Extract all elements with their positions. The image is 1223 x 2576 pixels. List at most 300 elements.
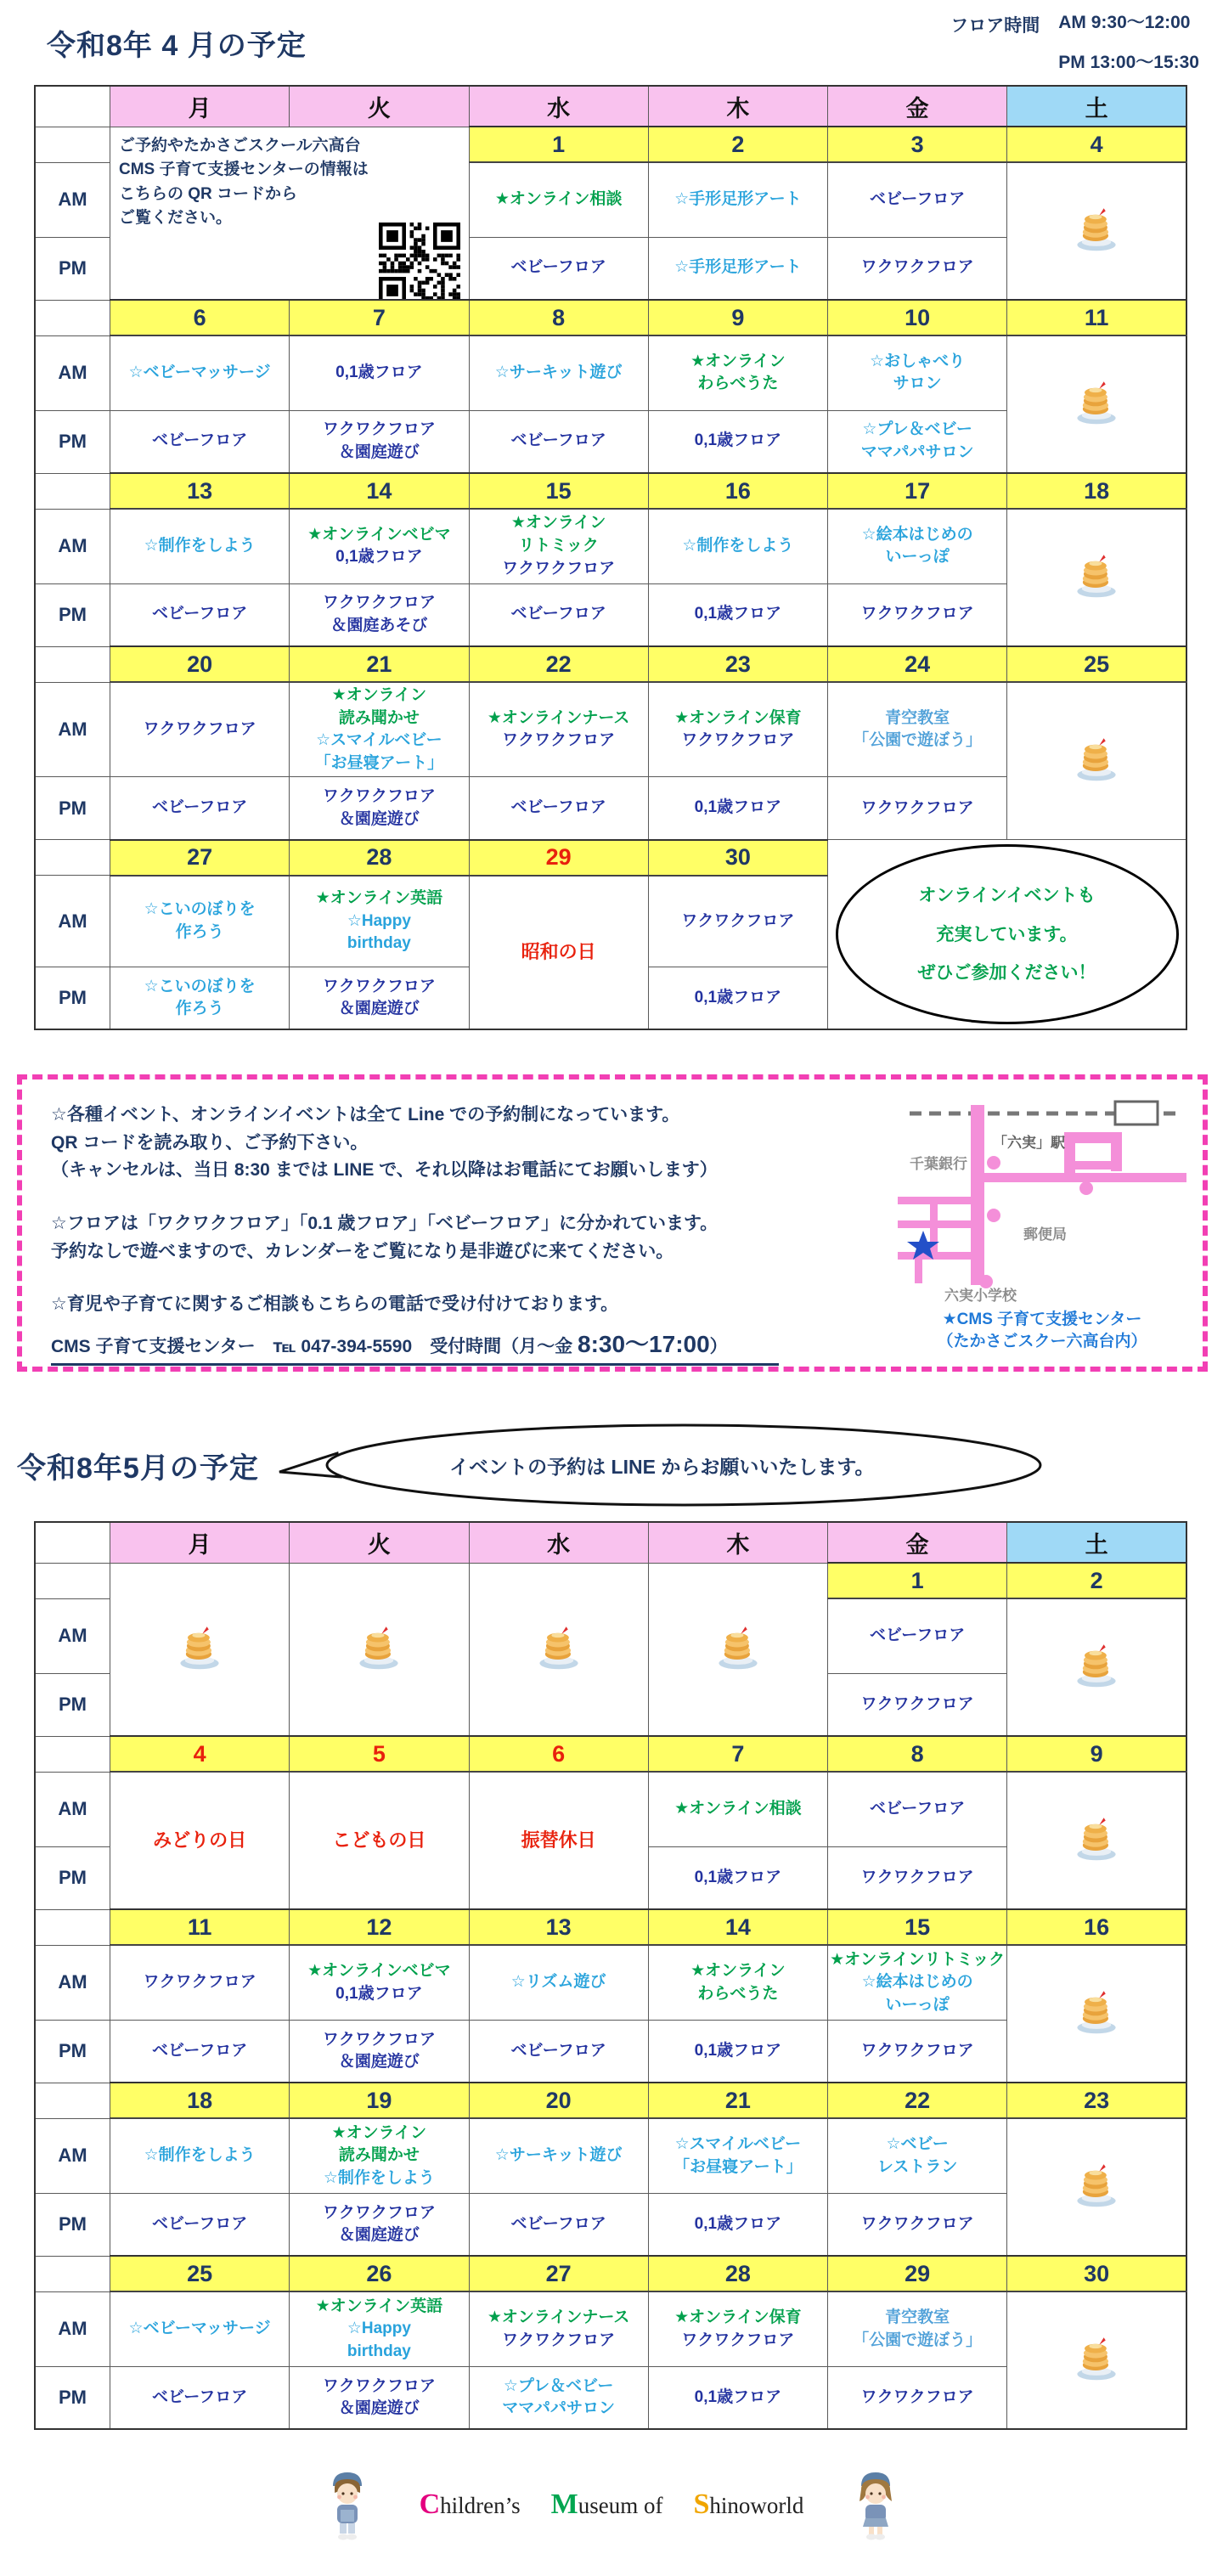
row-label: AM (35, 162, 110, 237)
row-label: PM (35, 2020, 110, 2083)
am-schedule-cell (290, 682, 469, 777)
pancake-icon (535, 1626, 583, 1670)
date-number: 20 (110, 646, 290, 682)
event-text: ☆プレ＆ベビー (830, 419, 1005, 442)
event-text: ＆園庭遊び (291, 998, 466, 1021)
day-header-6: 土 (1007, 1522, 1186, 1563)
event-text: ワクワクフロア (112, 719, 287, 741)
april-title: 令和8年 4 月の予定 (47, 30, 307, 62)
reservation-info-cell (110, 127, 470, 300)
date-number: 16 (648, 473, 827, 509)
notice-line: ☆フロアは「ワクワクフロア」「0.1 歳フロア」「ベビーフロア」に分かれています。 (51, 1210, 897, 1238)
event-text: 0,1歳フロア (651, 987, 826, 1010)
date-number: 15 (469, 473, 648, 509)
event-text: 0,1歳フロア (291, 546, 466, 569)
am-schedule-cell (469, 2118, 648, 2193)
event-text: ☆制作をしよう (291, 2167, 466, 2190)
row-label (35, 2256, 110, 2291)
row-label: AM (35, 1945, 110, 2020)
event-text: ★オンライン (291, 2122, 466, 2145)
notice-cell-line: こちらの QR コードから (119, 183, 464, 207)
event-text: ワクワクフロア (291, 2029, 466, 2052)
date-number: 7 (648, 1736, 827, 1772)
event-text: 読み聞かせ (291, 2145, 466, 2167)
event-text: ★オンライン保育 (651, 707, 826, 730)
pancake-icon (1073, 2163, 1120, 2207)
date-number: 30 (648, 840, 827, 876)
event-text: ☆Happy (291, 2318, 466, 2341)
notice-line: QR コードを読み取り、ご予約下さい。 (51, 1130, 897, 1158)
date-number: 21 (290, 646, 469, 682)
date-number: 9 (648, 300, 827, 335)
pm-schedule-cell (110, 2366, 290, 2429)
pm-schedule-cell (828, 2366, 1007, 2429)
row-label: AM (35, 682, 110, 777)
pm-schedule-cell (648, 2193, 827, 2256)
am-schedule-cell (469, 162, 648, 237)
oval-note-line: オンラインイベントも (918, 883, 1095, 908)
map-label-school: 六実小学校 (944, 1287, 1017, 1304)
event-text: リトミック (471, 535, 646, 558)
floor-time (950, 12, 1199, 73)
row-label (35, 127, 110, 162)
event-text: ★オンラインリトミック (830, 1949, 1005, 1972)
row-label: PM (35, 237, 110, 300)
online-events-oval (836, 844, 1179, 1024)
pm-schedule-cell (648, 583, 827, 646)
notice-line: ☆育児や子育てに関するご相談もこちらの電話で受け付けております。 (51, 1291, 897, 1319)
date-number: 13 (469, 1909, 648, 1945)
row-label: PM (35, 2193, 110, 2256)
event-text: ベビーフロア (112, 2387, 287, 2410)
event-text: ☆サーキット遊び (471, 2145, 646, 2167)
closed-day-cell (1007, 2118, 1186, 2256)
am-schedule-cell (469, 2291, 648, 2366)
event-text: 「お昼寝アート」 (291, 753, 466, 775)
event-text: ☆ベビーマッサージ (112, 2318, 287, 2341)
pm-schedule-cell (648, 410, 827, 473)
event-text: ベビーフロア (112, 2213, 287, 2236)
notice-line: （キャンセルは、当日 8:30 までは LINE で、それ以降はお電話にてお願いします） (51, 1157, 897, 1185)
event-text: ★オンライン (471, 512, 646, 535)
am-schedule-cell (828, 2118, 1007, 2193)
pm-schedule-cell (469, 410, 648, 473)
date-number: 19 (290, 2083, 469, 2118)
pm-schedule-cell (828, 583, 1007, 646)
event-text: ★オンラインベビマ (291, 1960, 466, 1983)
date-number: 28 (290, 840, 469, 876)
date-number: 29 (828, 2256, 1007, 2291)
row-label: PM (35, 777, 110, 840)
am-schedule-cell (828, 509, 1007, 583)
event-text: 「お昼寝アート」 (651, 2156, 826, 2179)
date-number: 2 (1007, 1563, 1186, 1598)
roads (898, 1105, 1186, 1288)
online-events-note-cell (828, 840, 1187, 1030)
am-schedule-cell (648, 2291, 827, 2366)
pm-schedule-cell (110, 583, 290, 646)
event-text: ベビーフロア (112, 603, 287, 626)
pm-schedule-cell (469, 2366, 648, 2429)
event-text: ベビーフロア (471, 430, 646, 453)
am-schedule-cell (290, 876, 469, 967)
date-number: 2 (648, 127, 827, 162)
event-text: ★オンライン保育 (651, 2307, 826, 2330)
am-schedule-cell (110, 1945, 290, 2020)
date-number: 25 (1007, 646, 1186, 682)
logo-cap-s: S (693, 2489, 709, 2520)
notice-box (17, 1074, 1208, 1372)
row-label (35, 1736, 110, 1772)
event-text: サロン (830, 373, 1005, 396)
pancake-icon (1073, 1990, 1120, 2034)
row-label: AM (35, 2118, 110, 2193)
event-text: ☆サーキット遊び (471, 362, 646, 385)
event-text: ★オンライン英語 (291, 2296, 466, 2319)
map-label-station: 「六実」駅 (993, 1134, 1065, 1151)
event-text: 0,1歳フロア (651, 430, 826, 453)
date-number: 21 (648, 2083, 827, 2118)
date-number: 8 (828, 1736, 1007, 1772)
event-text: ワクワクフロア (112, 1971, 287, 1994)
pm-schedule-cell (469, 583, 648, 646)
pancake-icon (1073, 207, 1120, 251)
event-text: ★オンラインナース (471, 2307, 646, 2330)
event-text: レストラン (830, 2156, 1005, 2179)
event-text: ワクワクフロア (291, 592, 466, 615)
am-schedule-cell (110, 509, 290, 583)
day-header-2: 火 (290, 86, 469, 127)
event-text: ☆手形足形アート (651, 256, 826, 279)
event-text: ★オンライン英語 (291, 888, 466, 910)
pm-schedule-cell (290, 967, 469, 1029)
event-text: ママパパサロン (830, 442, 1005, 465)
qr-code (379, 223, 460, 301)
event-text: ☆こいのぼりを (112, 899, 287, 922)
day-header-2: 火 (290, 1522, 469, 1563)
event-text: ワクワクフロア (291, 2202, 466, 2225)
event-text: ベビーフロア (112, 2040, 287, 2063)
event-text: ☆制作をしよう (651, 535, 826, 558)
event-text: ワクワクフロア (651, 2330, 826, 2353)
map-graphic (898, 1088, 1186, 1305)
event-text: ワクワクフロア (830, 798, 1005, 820)
boy-illustration-icon (326, 2467, 369, 2542)
date-number: 24 (828, 646, 1007, 682)
event-text: ベビーフロア (471, 603, 646, 626)
date-number: 4 (1007, 127, 1186, 162)
footer-logo (0, 2467, 1223, 2576)
closed-day-cell (1007, 162, 1186, 300)
event-text: ワクワクフロア (830, 2387, 1005, 2410)
event-text: ワクワクフロア (830, 2213, 1005, 2236)
pm-schedule-cell (110, 2193, 290, 2256)
station-marker (1115, 1102, 1158, 1125)
am-schedule-cell (290, 509, 469, 583)
event-text: ベビーフロア (830, 189, 1005, 211)
am-schedule-cell (648, 1772, 827, 1846)
row-label: AM (35, 509, 110, 583)
event-text: birthday (291, 933, 466, 955)
am-schedule-cell (828, 1598, 1007, 1673)
girl-illustration-icon (854, 2467, 897, 2542)
row-label (35, 300, 110, 335)
closed-day-cell (648, 1563, 827, 1736)
pm-schedule-cell (110, 967, 290, 1029)
april-calendar (34, 85, 1187, 1030)
date-number: 1 (828, 1563, 1007, 1598)
row-label-corner (35, 86, 110, 127)
date-number: 5 (290, 1736, 469, 1772)
event-text: ☆ベビーマッサージ (112, 362, 287, 385)
event-text: ベビーフロア (471, 797, 646, 820)
event-text: ★オンライン (291, 685, 466, 707)
pm-schedule-cell (828, 237, 1007, 300)
april-header (0, 0, 1223, 85)
day-header-6: 土 (1007, 86, 1186, 127)
notice-line: 予約なしで遊べますので、カレンダーをご覧になり是非遊びに来てください。 (51, 1238, 897, 1266)
date-number: 13 (110, 473, 290, 509)
reception-hours: 8:30～17:00 (578, 1331, 710, 1357)
pm-schedule-cell (110, 410, 290, 473)
am-schedule-cell (828, 682, 1007, 777)
event-text: ママパパサロン (471, 2398, 646, 2421)
event-text: ☆スマイルベビー (291, 730, 466, 753)
pm-schedule-cell (648, 2366, 827, 2429)
event-text: ワクワクフロア (471, 2330, 646, 2353)
date-number: 27 (110, 840, 290, 876)
am-schedule-cell (469, 335, 648, 410)
event-text: いーっぽ (830, 546, 1005, 569)
day-header-3: 水 (469, 1522, 648, 1563)
holiday-name: 振替休日 (471, 1828, 647, 1854)
row-label: PM (35, 1673, 110, 1736)
map-label-bank: 千葉銀行 (910, 1155, 967, 1172)
date-number: 18 (1007, 473, 1186, 509)
closed-day-cell (1007, 1772, 1186, 1909)
holiday-cell (469, 1772, 648, 1909)
floor-time-label: フロア時間 (950, 12, 1040, 73)
date-number: 26 (290, 2256, 469, 2291)
event-text: ＆園庭遊び (291, 809, 466, 831)
pancake-icon (1073, 737, 1120, 781)
day-header-1: 月 (110, 86, 290, 127)
date-number: 14 (648, 1909, 827, 1945)
event-text: 0,1歳フロア (651, 1867, 826, 1890)
pm-schedule-cell (469, 777, 648, 840)
closed-day-cell (290, 1563, 469, 1736)
row-label (35, 646, 110, 682)
may-title: 令和8年5月の予定 (17, 1445, 259, 1486)
notice-cell-line: ご覧ください。 (119, 206, 464, 231)
am-schedule-cell (648, 335, 827, 410)
am-schedule-cell (828, 335, 1007, 410)
day-header-1: 月 (110, 1522, 290, 1563)
am-schedule-cell (110, 2118, 290, 2193)
row-label: PM (35, 2366, 110, 2429)
date-number: 6 (469, 1736, 648, 1772)
date-number: 25 (110, 2256, 290, 2291)
date-number: 10 (828, 300, 1007, 335)
pm-schedule-cell (828, 2020, 1007, 2083)
row-label (35, 473, 110, 509)
closed-day-cell (1007, 509, 1186, 646)
pm-schedule-cell (290, 410, 469, 473)
pm-schedule-cell (110, 777, 290, 840)
date-number: 1 (469, 127, 648, 162)
date-number: 4 (110, 1736, 290, 1772)
oval-note-line: ぜひご参加ください！ (918, 961, 1096, 985)
am-schedule-cell (110, 335, 290, 410)
holiday-cell (110, 1772, 290, 1909)
event-text: ★オンラインベビマ (291, 524, 466, 547)
date-number: 18 (110, 2083, 290, 2118)
event-text: 0,1歳フロア (651, 2213, 826, 2236)
event-text: 作ろう (112, 998, 287, 1021)
event-text: 青空教室 (830, 2307, 1005, 2330)
pancake-icon (1073, 1817, 1120, 1861)
event-text: ベビーフロア (112, 797, 287, 820)
row-label (35, 1563, 110, 1598)
date-number: 8 (469, 300, 648, 335)
am-schedule-cell (828, 162, 1007, 237)
event-text: ☆プレ＆ベビー (471, 2376, 646, 2398)
am-schedule-cell (110, 682, 290, 777)
am-schedule-cell (648, 1945, 827, 2020)
holiday-name: 昭和の日 (471, 939, 647, 966)
phone-line: CMS 子育て支援センター ℡ 047-394-5590 受付時間（月～金 8:30～17:00） (51, 1324, 779, 1366)
row-label: AM (35, 335, 110, 410)
pm-schedule-cell (648, 2020, 827, 2083)
event-text: ワクワクフロア (830, 603, 1005, 626)
am-schedule-cell (648, 162, 827, 237)
notice-line: ☆各種イベント、オンラインイベントは全て Line での予約制になっています。 (51, 1102, 897, 1130)
pm-schedule-cell (828, 410, 1007, 473)
date-number: 9 (1007, 1736, 1186, 1772)
pancake-icon (1073, 554, 1120, 598)
pm-schedule-cell (828, 2193, 1007, 2256)
row-label (35, 1909, 110, 1945)
date-number: 27 (469, 2256, 648, 2291)
event-text: 「公園で遊ぼう」 (830, 730, 1005, 753)
event-text: ワクワクフロア (651, 910, 826, 933)
am-schedule-cell (290, 1945, 469, 2020)
am-schedule-cell (648, 2118, 827, 2193)
row-label: PM (35, 583, 110, 646)
may-header (8, 1421, 1223, 1509)
event-text: ベビーフロア (471, 2040, 646, 2063)
date-number: 28 (648, 2256, 827, 2291)
row-label (35, 2083, 110, 2118)
event-text: ＆園庭遊び (291, 2398, 466, 2421)
date-number: 11 (110, 1909, 290, 1945)
event-text: ワクワクフロア (291, 2376, 466, 2398)
am-schedule-cell (110, 876, 290, 967)
access-map (893, 1088, 1191, 1352)
date-number: 23 (1007, 2083, 1186, 2118)
event-text: 0,1歳フロア (651, 2387, 826, 2410)
event-text: 作ろう (112, 922, 287, 944)
event-text: ☆おしゃべり (830, 351, 1005, 374)
map-caption-line2: （たかさごスクー六高台内） (893, 1331, 1191, 1353)
map-caption-line1: ★CMS 子育て支援センター (893, 1309, 1191, 1331)
am-schedule-cell (110, 2291, 290, 2366)
event-text: ＆園庭遊び (291, 442, 466, 465)
event-text: 0,1歳フロア (651, 603, 826, 626)
bubble-text: イベントの予約は LINE からお願いいたします。 (278, 1421, 1046, 1509)
event-text: ☆制作をしよう (112, 2145, 287, 2167)
row-label (35, 840, 110, 876)
event-text: birthday (291, 2341, 466, 2364)
notice-cell-line: CMS 子育て支援センターの情報は (119, 158, 464, 183)
row-label: AM (35, 876, 110, 967)
closed-day-cell (1007, 1598, 1186, 1736)
pancake-icon (355, 1626, 403, 1670)
pm-schedule-cell (290, 2020, 469, 2083)
event-text: 0,1歳フロア (651, 797, 826, 820)
am-schedule-cell (648, 682, 827, 777)
event-text: ＆園庭あそび (291, 615, 466, 638)
am-schedule-cell (469, 509, 648, 583)
holiday-cell (469, 876, 648, 1030)
closed-day-cell (1007, 1945, 1186, 2083)
event-text: ワクワクフロア (291, 419, 466, 442)
closed-day-cell (1007, 682, 1186, 840)
day-header-4: 木 (648, 86, 827, 127)
may-calendar (34, 1521, 1187, 2430)
am-schedule-cell (290, 335, 469, 410)
date-number: 17 (828, 473, 1007, 509)
date-number: 12 (290, 1909, 469, 1945)
date-number: 22 (469, 646, 648, 682)
event-text: 「公園で遊ぼう」 (830, 2330, 1005, 2353)
event-text: ★オンライン相談 (471, 189, 646, 211)
event-text: ☆ベビー (830, 2134, 1005, 2156)
pm-schedule-cell (648, 967, 827, 1029)
event-text: ベビーフロア (471, 2213, 646, 2236)
event-text: ワクワクフロア (830, 1694, 1005, 1716)
event-text: ワクワクフロア (651, 730, 826, 753)
event-text: ＆園庭遊び (291, 2224, 466, 2247)
logo-cap-m: M (551, 2489, 578, 2520)
event-text: 読み聞かせ (291, 707, 466, 730)
pm-schedule-cell (469, 237, 648, 300)
pancake-icon (176, 1626, 223, 1670)
am-schedule-cell (290, 2118, 469, 2193)
event-text: いーっぽ (830, 1994, 1005, 2017)
pm-schedule-cell (648, 237, 827, 300)
pancake-icon (1073, 1643, 1120, 1688)
event-text: 0,1歳フロア (291, 1983, 466, 2006)
date-number: 14 (290, 473, 469, 509)
event-text: ★オンラインナース (471, 707, 646, 730)
event-text: ベビーフロア (471, 256, 646, 279)
pm-schedule-cell (828, 1673, 1007, 1736)
logo-cap-c: C (420, 2489, 441, 2520)
pm-schedule-cell (290, 2193, 469, 2256)
map-label-post-office: 郵便局 (1023, 1226, 1067, 1243)
pancake-icon (714, 1626, 762, 1670)
event-text: ＆園庭遊び (291, 2051, 466, 2074)
event-text: ☆制作をしよう (112, 535, 287, 558)
date-number: 23 (648, 646, 827, 682)
event-text: ★オンライン (651, 351, 826, 374)
event-text: 0,1歳フロア (291, 362, 466, 385)
event-text: ☆リズム遊び (471, 1971, 646, 1994)
am-schedule-cell (469, 1945, 648, 2020)
event-text: 0,1歳フロア (651, 2040, 826, 2063)
closed-day-cell (110, 1563, 290, 1736)
